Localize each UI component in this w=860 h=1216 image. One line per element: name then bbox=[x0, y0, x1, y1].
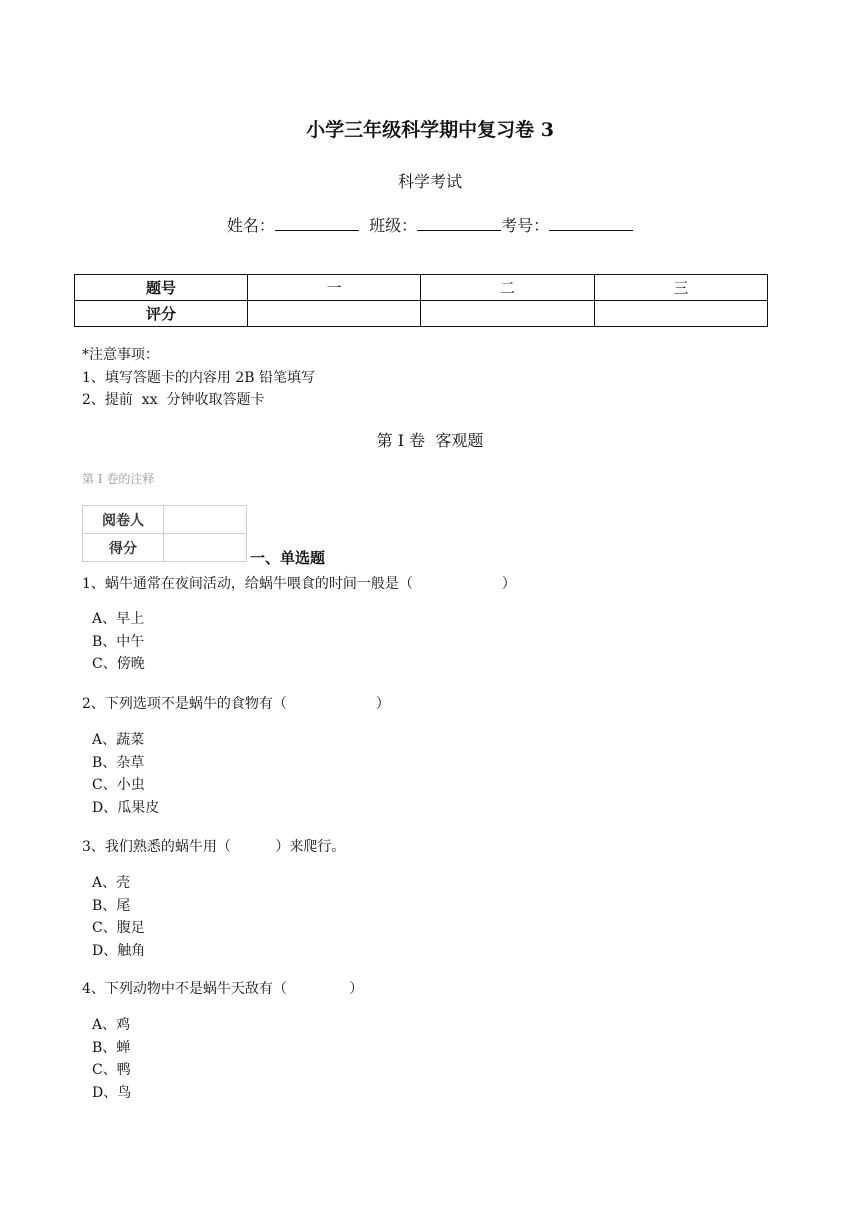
section-note: 第 I 卷的注释 bbox=[82, 472, 155, 486]
question-stem: 2、下列选项不是蜗牛的食物有（ ） bbox=[82, 696, 390, 712]
grader-score-cell bbox=[164, 534, 247, 562]
column-1: 一 bbox=[248, 275, 421, 301]
option: C、鸭 bbox=[92, 1062, 131, 1079]
class-label: 班级： bbox=[369, 216, 418, 235]
reviewer-cell bbox=[164, 506, 247, 534]
notes bbox=[82, 344, 315, 412]
option: B、中午 bbox=[92, 633, 145, 650]
id-blank bbox=[549, 216, 633, 231]
option: C、傍晚 bbox=[92, 656, 145, 673]
score-table-header-row bbox=[75, 275, 768, 301]
question-stem: 4、下列动物中不是蜗牛天敌有（ ） bbox=[82, 981, 364, 997]
id-label: 考号： bbox=[501, 216, 550, 235]
page-subtitle: 科学考试 bbox=[397, 172, 462, 191]
option: B、杂草 bbox=[92, 754, 145, 771]
option: A、鸡 bbox=[92, 1017, 131, 1033]
part-title: 一、单选题 bbox=[250, 549, 326, 567]
note-item: 1、填写答题卡的内容用 2B 铅笔填写 bbox=[82, 369, 316, 386]
reviewer-label: 阅卷人 bbox=[83, 506, 164, 534]
page-title: 小学三年级科学期中复习卷 3 bbox=[306, 119, 554, 141]
question-options bbox=[92, 872, 145, 963]
column-2: 二 bbox=[421, 275, 594, 301]
score-cell-3 bbox=[594, 301, 767, 327]
option: B、尾 bbox=[92, 897, 131, 914]
question-stem: 1、蜗牛通常在夜间活动，给蜗牛喂食的时间一般是（ ） bbox=[82, 576, 516, 592]
question-options bbox=[92, 729, 159, 820]
option: D、触角 bbox=[92, 943, 146, 960]
note-item: 2、提前 xx 分钟收取答题卡 bbox=[82, 392, 265, 408]
notes-heading: *注意事项： bbox=[82, 347, 159, 363]
grader-score-label: 得分 bbox=[83, 534, 164, 562]
option: A、早上 bbox=[92, 611, 145, 627]
column-3: 三 bbox=[594, 275, 767, 301]
section-title: 第 I 卷 客观题 bbox=[376, 431, 484, 450]
score-label: 评分 bbox=[75, 301, 248, 327]
name-blank bbox=[275, 216, 359, 231]
score-cell-1 bbox=[248, 301, 421, 327]
option: C、小虫 bbox=[92, 777, 145, 794]
option: C、腹足 bbox=[92, 920, 145, 937]
option: D、瓜果皮 bbox=[92, 800, 160, 817]
name-label: 姓名： bbox=[226, 216, 275, 235]
option: B、蝉 bbox=[92, 1039, 131, 1056]
score-table bbox=[74, 274, 768, 327]
class-blank bbox=[417, 216, 501, 231]
question-number-label: 题号 bbox=[75, 275, 248, 301]
question-options bbox=[92, 608, 145, 676]
question-stem: 3、我们熟悉的蜗牛用（ ）来爬行。 bbox=[82, 839, 346, 855]
score-table-score-row bbox=[75, 301, 768, 327]
grader-table bbox=[82, 505, 247, 562]
student-info-line bbox=[0, 213, 860, 236]
option: A、壳 bbox=[92, 875, 131, 891]
question-options bbox=[92, 1014, 131, 1105]
option: A、蔬菜 bbox=[92, 732, 145, 748]
option: D、鸟 bbox=[92, 1085, 132, 1102]
score-cell-2 bbox=[421, 301, 594, 327]
